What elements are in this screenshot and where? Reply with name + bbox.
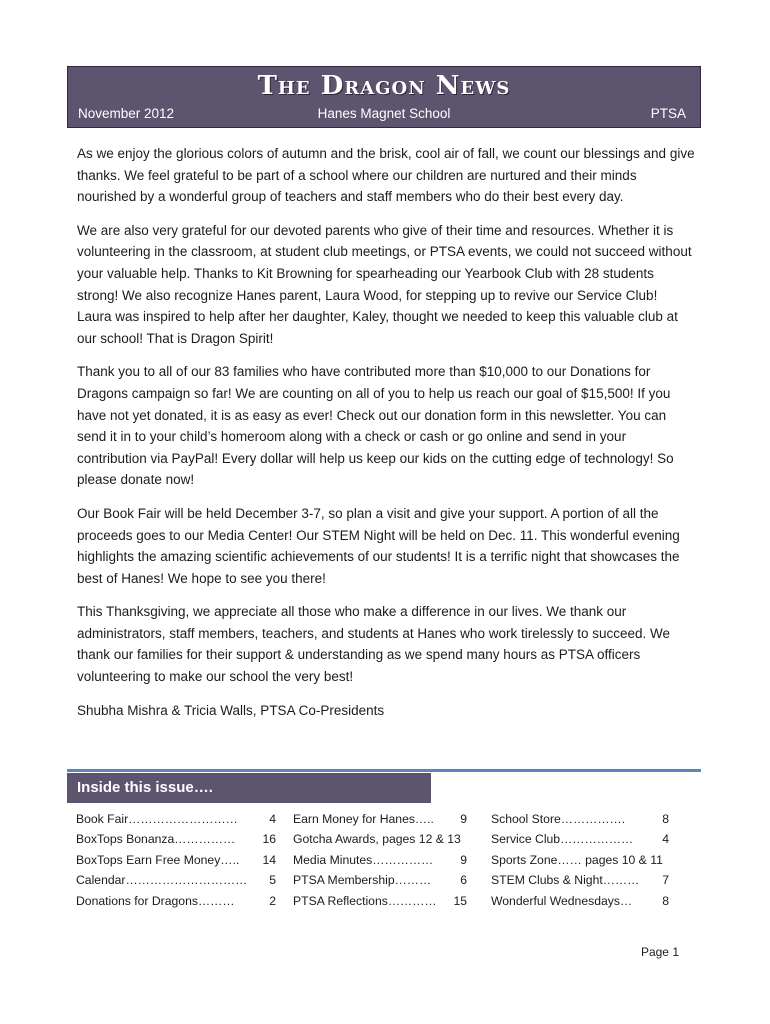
inside-issue-header	[67, 773, 431, 803]
school-name: Hanes Magnet School	[317, 106, 451, 121]
newsletter-title: The Dragon News	[257, 71, 511, 101]
paragraph: As we enjoy the glorious colors of autumn and the brisk, cool air of fall, we count our blessings and give thanks. We feel grateful to be part of a school where our children are nurtured and their minds nourished by a wonderful group of teachers and staff members who do their best every day.	[77, 146, 695, 205]
toc-item-title: BoxTops Earn Free Money…..	[76, 852, 240, 867]
toc-item	[293, 894, 467, 914]
toc-column-3	[491, 812, 669, 914]
toc-item-page: 8	[662, 812, 669, 826]
toc-item-title: PTSA Membership………	[293, 873, 432, 888]
toc-item-title: Earn Money for Hanes…..	[293, 812, 434, 826]
toc-item-page: 14	[262, 852, 276, 867]
toc-item	[491, 894, 669, 914]
toc-item-page: 9	[460, 812, 467, 826]
toc-item-title: PTSA Reflections…………	[293, 893, 437, 908]
organization-name: PTSA	[650, 106, 686, 121]
toc-item	[76, 832, 280, 852]
inside-issue-heading: Inside this issue….	[77, 779, 213, 796]
toc-item-page: 4	[269, 812, 276, 826]
toc-item-page: 2	[269, 893, 276, 908]
section-divider	[67, 769, 701, 772]
issue-date: November 2012	[78, 106, 175, 121]
page-number: Page 1	[640, 945, 679, 959]
toc-item-title: Sports Zone…… pages 10 & 11	[491, 852, 663, 867]
toc-item-page: 5	[269, 873, 276, 888]
toc-item	[76, 812, 280, 832]
toc-item-title: BoxTops Bonanza……………	[76, 832, 236, 847]
toc-item-title: Wonderful Wednesdays…	[491, 893, 633, 908]
toc-item-title: Donations for Dragons………	[76, 893, 235, 908]
toc-item-page: 4	[662, 832, 669, 847]
toc-item	[76, 853, 280, 873]
toc-item-page: 8	[662, 893, 669, 908]
letter-body	[77, 143, 695, 733]
toc-item-title: School Store…………….	[491, 812, 626, 826]
toc-item	[76, 894, 280, 914]
toc-item	[293, 832, 467, 852]
toc-item	[491, 812, 669, 832]
toc-item	[293, 853, 467, 873]
toc-item-page: 6	[460, 873, 467, 888]
toc-item-page: 9	[460, 852, 467, 867]
toc-item-title: Service Club………………	[491, 832, 634, 847]
toc-item	[491, 853, 669, 873]
paragraph: Thank you to all of our 83 families who have contributed more than $10,000 to our Donations for Dragons campaign so far! We are counting on all of you to help us reach our goal of $15,500! If you have not yet donated, it is as easy as ever! Check out our donation form in this newsletter. You can send it in to your child’s homeroom along with a check or cash or go online and send in your contribution via PayPal! Every dollar will help us keep our kids on the cutting edge of technology! So please donate now!	[77, 364, 674, 488]
signature-line: Shubha Mishra & Tricia Walls, PTSA Co-Presidents	[77, 702, 385, 718]
toc-column-2	[293, 812, 467, 914]
paragraph: This Thanksgiving, we appreciate all those who make a difference in our lives. We thank our administrators, staff members, teachers, and students at Hanes who work tirelessly to succeed. We thank our families for their support & understanding as we spend many hours as PTSA officers volunteering to make our school the very best!	[77, 604, 671, 685]
toc-item	[491, 873, 669, 893]
toc-item	[293, 873, 467, 893]
toc-item-title: STEM Clubs & Night………	[491, 873, 640, 888]
toc-item-page: 7	[662, 873, 669, 888]
toc-item	[293, 812, 467, 832]
toc-item-title: Book Fair………………………	[76, 812, 238, 826]
toc-column-1	[76, 812, 280, 914]
masthead	[67, 66, 701, 128]
toc-item-title: Media Minutes……………	[293, 852, 434, 867]
toc-item-title: Calendar…………………………	[76, 873, 248, 888]
toc-item-title: Gotcha Awards, pages 12 & 13	[293, 832, 461, 847]
toc-item	[76, 873, 280, 893]
toc-item-page: 16	[262, 832, 276, 847]
toc-item-page: 15	[453, 893, 467, 908]
toc-item	[491, 832, 669, 852]
paragraph: Our Book Fair will be held December 3-7, so plan a visit and give your support. A portion of all the proceeds goes to our Media Center! Our STEM Night will be held on Dec. 11. This wonderful evening highlights the amazing scientific achievements of our students! It is a terrific night that showcases the best of Hanes! We hope to see you there!	[77, 505, 680, 586]
paragraph: We are also very grateful for our devoted parents who give of their time and resources. Whether it is volunteering in the classroom, at student club meetings, or PTSA events, we could not succeed without your valuable help. Thanks to Kit Browning for spearheading our Yearbook Club with 28 students strong! We also recognize Hanes parent, Laura Wood, for stepping up to revive our Service Club! Laura was inspired to help after her daughter, Kaley, thought we needed to keep this valuable club at our school! That is Dragon Spirit!	[77, 222, 692, 346]
